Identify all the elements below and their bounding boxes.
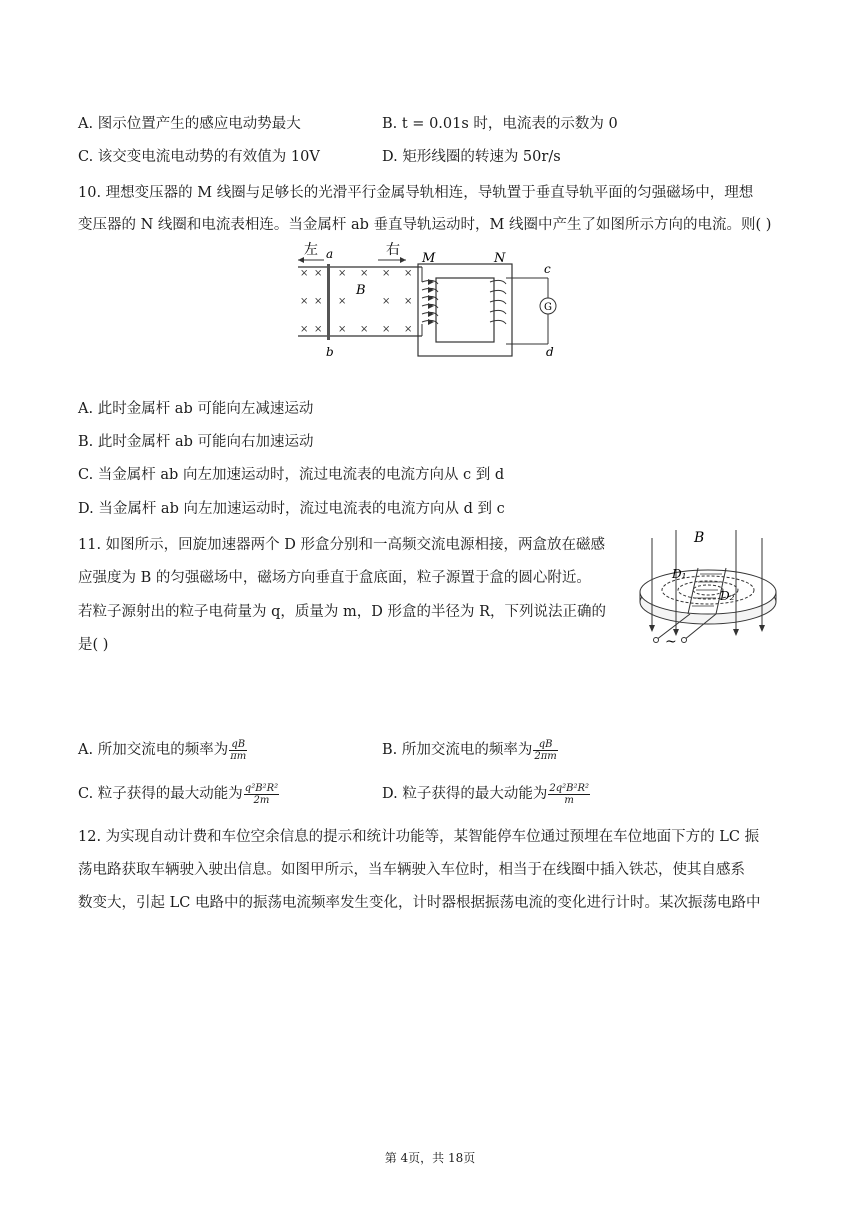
- svg-text:×: ×: [300, 324, 309, 335]
- magnetic-field-crosses: [300, 268, 412, 335]
- right-label: 右: [386, 242, 400, 258]
- q10-option-b: B. 此时金属杆 ab 可能向右加速运动: [78, 434, 314, 450]
- svg-text:×: ×: [404, 268, 413, 279]
- label-d: d: [546, 345, 554, 359]
- label-d2: D₂: [720, 589, 735, 603]
- q11-option-d: D. 粒子获得的最大动能为 $\frac{\text{2q²B²R²}}{m}$: [382, 782, 589, 806]
- q11-option-c: C. 粒子获得的最大动能为 $\frac{\text{q²B²R²}}{2m}$: [78, 782, 279, 806]
- coil-n: [490, 280, 506, 324]
- label-field-b: B: [356, 283, 366, 298]
- label-b: b: [326, 345, 334, 359]
- q10-option-c: C. 当金属杆 ab 向左加速运动时，流过电流表的电流方向从 c 到 d: [78, 467, 505, 483]
- q9-option-a: A. 图示位置产生的感应电动势最大: [78, 116, 301, 132]
- q12-line2: 荡电路获取车辆驶入驶出信息。如图甲所示，当车辆驶入车位时，相当于在线圈中插入铁芯，使其自感系: [78, 862, 745, 878]
- svg-text:×: ×: [338, 268, 347, 279]
- q11-stem-line2: 应强度为 B 的匀强磁场中，磁场方向垂直于盒底面，粒子源置于盒的圆心附近。: [78, 570, 591, 586]
- q11-option-b: B. 所加交流电的频率为 $\frac{qB}{2\pi m}$: [382, 738, 557, 762]
- label-a: a: [326, 247, 334, 261]
- svg-text:×: ×: [360, 324, 369, 335]
- page-footer: 第 4页，共 18页: [384, 1151, 476, 1165]
- q10-option-a: A. 此时金属杆 ab 可能向左减速运动: [78, 401, 314, 417]
- label-n: N: [494, 251, 506, 266]
- label-m: M: [422, 251, 436, 266]
- left-label: 左: [304, 242, 318, 258]
- q10-transformer-figure: [290, 238, 570, 360]
- svg-text:×: ×: [314, 268, 323, 279]
- svg-text:×: ×: [404, 324, 413, 335]
- q12-line3: 数变大，引起 LC 电路中的振荡电流频率发生变化，计时器根据振荡电流的变化进行计时。某次振荡电路中: [78, 895, 761, 911]
- label-c: c: [544, 262, 551, 276]
- q9-option-b: B. t = 0.01s 时，电流表的示数为 0: [382, 116, 618, 132]
- ac-source-icon: ~: [665, 634, 677, 650]
- svg-text:×: ×: [300, 296, 309, 307]
- q11-stem-line3: 若粒子源射出的粒子电荷量为 q，质量为 m，D 形盒的半径为 R，下列说法正确的: [78, 604, 607, 620]
- label-d1: D₁: [672, 567, 687, 581]
- svg-text:×: ×: [360, 268, 369, 279]
- svg-text:×: ×: [382, 296, 391, 307]
- svg-text:×: ×: [338, 296, 347, 307]
- q9-option-d: D. 矩形线圈的转速为 50r/s: [382, 149, 561, 165]
- q10-stem-line1: 10. 理想变压器的 M 线圈与足够长的光滑平行金属导轨相连，导轨置于垂直导轨平面的匀强磁场中，理想: [78, 185, 754, 201]
- svg-text:×: ×: [314, 296, 323, 307]
- svg-text:×: ×: [314, 324, 323, 335]
- q11-stem-line1: 11. 如图所示，回旋加速器两个 D 形盒分别和一高频交流电源相接，两盒放在磁感: [78, 537, 606, 553]
- label-b: B: [694, 530, 705, 546]
- svg-text:×: ×: [404, 296, 413, 307]
- q10-stem-line2: 变压器的 N 线圈和电流表相连。当金属杆 ab 垂直导轨运动时，M 线圈中产生了如图所示方向的电流。则( ): [78, 217, 772, 233]
- q11-stem-line4: 是( ): [78, 637, 109, 653]
- svg-text:×: ×: [338, 324, 347, 335]
- label-g: G: [544, 302, 552, 313]
- q9-option-c: C. 该交变电流电动势的有效值为 10V: [78, 149, 320, 165]
- svg-text:×: ×: [382, 268, 391, 279]
- q10-option-d: D. 当金属杆 ab 向左加速运动时，流过电流表的电流方向从 d 到 c: [78, 501, 505, 517]
- svg-text:×: ×: [300, 268, 309, 279]
- q11-cyclotron-figure: [632, 528, 782, 653]
- svg-text:×: ×: [382, 324, 391, 335]
- q11-option-a: A. 所加交流电的频率为 $\frac{qB}{\pi m}$: [78, 738, 247, 762]
- metal-rod-ab: [327, 264, 330, 340]
- q12-line1: 12. 为实现自动计费和车位空余信息的提示和统计功能等，某智能停车位通过预埋在车位地面下方的 LC 振: [78, 829, 760, 845]
